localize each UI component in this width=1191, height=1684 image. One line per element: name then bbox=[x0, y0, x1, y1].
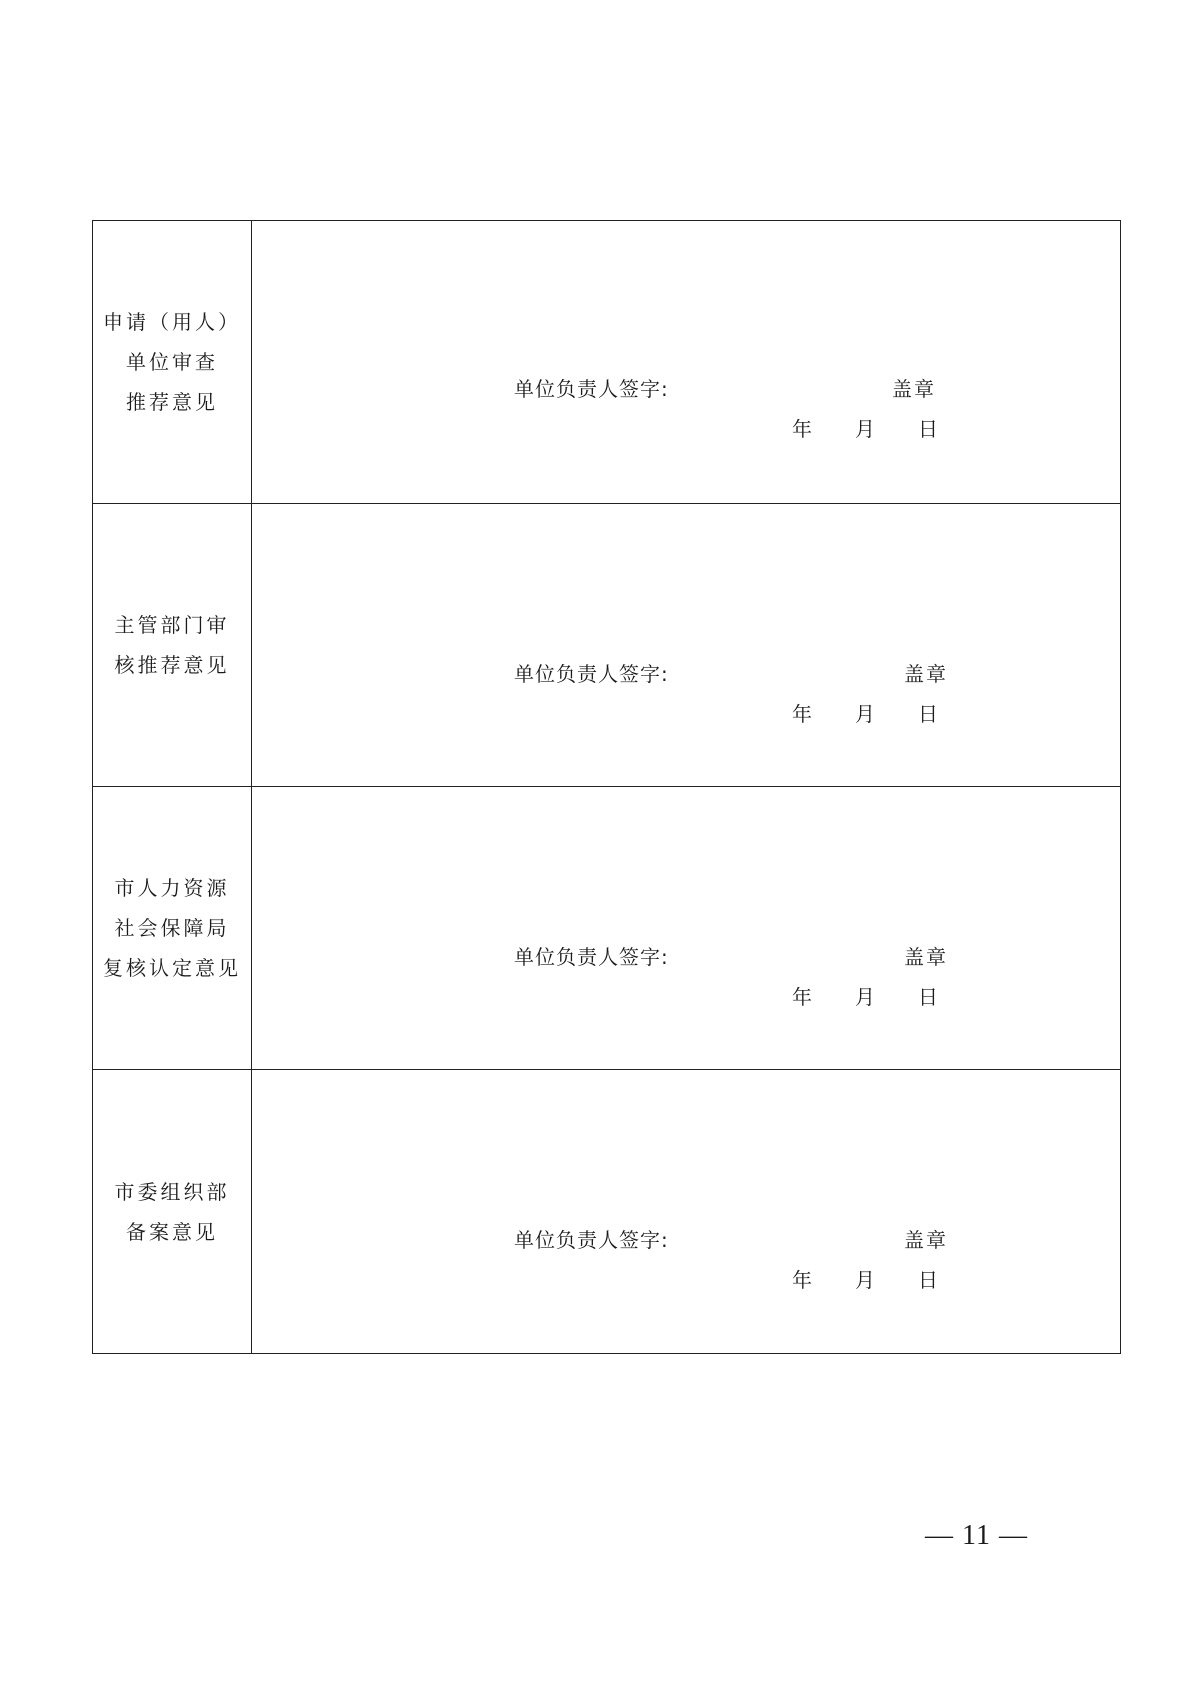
row-label-line: 社会保障局 bbox=[114, 916, 230, 940]
year-label: 年 bbox=[792, 985, 812, 1009]
seal-label: 盖章 bbox=[904, 945, 948, 969]
signature-label: 单位负责人签字: bbox=[514, 1228, 669, 1252]
seal-label: 盖章 bbox=[892, 377, 936, 401]
day-label: 日 bbox=[918, 1268, 938, 1292]
opinion-field[interactable] bbox=[252, 504, 1120, 786]
row-label-line: 申请（用人） bbox=[103, 310, 241, 334]
row-label-line: 推荐意见 bbox=[126, 390, 218, 414]
opinion-field[interactable] bbox=[252, 1070, 1120, 1353]
day-label: 日 bbox=[918, 702, 938, 726]
month-label: 月 bbox=[855, 985, 875, 1009]
year-label: 年 bbox=[792, 702, 812, 726]
year-label: 年 bbox=[792, 417, 812, 441]
form-row-hr-bureau bbox=[93, 787, 1120, 1070]
seal-label: 盖章 bbox=[904, 662, 948, 686]
row-label-line: 单位审查 bbox=[126, 350, 218, 374]
row-label-cell bbox=[93, 221, 252, 503]
row-label-line: 备案意见 bbox=[126, 1219, 218, 1244]
month-label: 月 bbox=[855, 702, 875, 726]
day-label: 日 bbox=[918, 985, 938, 1009]
signature-label: 单位负责人签字: bbox=[514, 945, 669, 969]
signature-label: 单位负责人签字: bbox=[514, 662, 669, 686]
row-label-cell bbox=[93, 787, 252, 1069]
row-label-line: 复核认定意见 bbox=[103, 956, 241, 980]
form-row-competent-department bbox=[93, 504, 1120, 787]
row-label-line: 核推荐意见 bbox=[114, 653, 230, 677]
row-label-line: 市人力资源 bbox=[114, 876, 230, 900]
form-row-organization-dept bbox=[93, 1070, 1120, 1353]
row-label-line: 主管部门审 bbox=[114, 613, 230, 637]
row-label-cell bbox=[93, 1070, 252, 1353]
opinion-field[interactable] bbox=[252, 221, 1120, 503]
row-label-cell bbox=[93, 504, 252, 786]
month-label: 月 bbox=[855, 1268, 875, 1292]
year-label: 年 bbox=[792, 1268, 812, 1292]
row-label-line: 市委组织部 bbox=[114, 1179, 230, 1204]
month-label: 月 bbox=[855, 417, 875, 441]
opinion-field[interactable] bbox=[252, 787, 1120, 1069]
signature-label: 单位负责人签字: bbox=[514, 377, 669, 401]
form-row-applicant-unit bbox=[93, 221, 1120, 504]
seal-label: 盖章 bbox=[904, 1228, 948, 1252]
approval-form-table bbox=[92, 220, 1121, 1354]
day-label: 日 bbox=[918, 417, 938, 441]
page-number: — 11 — bbox=[925, 1520, 1028, 1551]
